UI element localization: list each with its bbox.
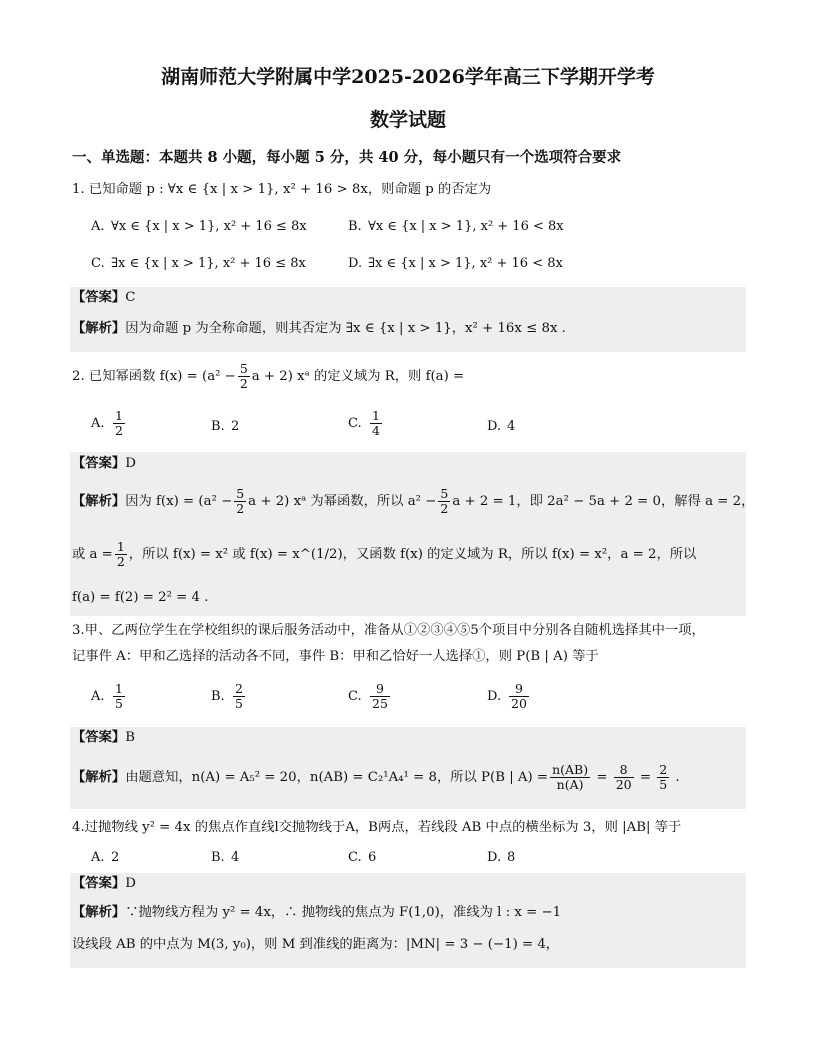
option-text: 6 [368,850,377,865]
denominator: 5 [659,777,668,792]
analysis-tag: 【解析】 [72,770,126,785]
analysis-tag: 【解析】 [72,494,126,509]
q1-analysis [72,320,566,338]
fraction [233,682,245,711]
denominator: 5 [235,696,243,711]
q3-option-d [487,682,531,711]
answer-value: B [125,730,135,745]
q4-option-a [91,849,119,867]
fraction [113,682,125,711]
numerator: 1 [372,408,380,423]
option-text: ∃x ∈ {x | x > 1}, x² + 16 < 8x [368,256,563,271]
option-letter: A. [91,850,105,865]
fraction [234,487,246,516]
q2-stem [72,362,464,392]
fraction [370,682,390,711]
option-text: ∀x ∈ {x | x > 1}, x² + 16 < 8x [368,219,564,234]
option-text: 8 [507,850,516,865]
answer-value: D [125,876,136,891]
option-letter: B. [348,219,362,234]
q1-option-c [91,255,306,273]
analysis-text: 因为命题 p 为全称命题，则其否定为 ∃x ∈ {x | x > 1}，x² + 16x ≤ 8x . [125,321,566,336]
denominator: 20 [511,696,527,711]
paper-subtitle: 数学试题 [369,109,446,131]
q2-analysis-line3: f(a) = f(2) = 2² = 4 . [72,590,209,605]
numerator: 9 [370,682,390,697]
fraction [113,409,125,438]
option-letter: C. [348,689,362,704]
numerator: 2 [659,762,668,777]
q3-option-c [348,682,392,711]
analysis-text: 由题意知，n(A) = A₅² = 20，n(AB) = C₂¹A₄¹ = 8，所以 P(B | A) = [125,770,549,785]
option-letter: C. [91,256,105,271]
q4-answer [72,875,136,893]
analysis-tag: 【解析】 [72,321,126,336]
numerator: 2 [235,681,243,696]
q4-option-d [487,849,515,867]
denominator: 2 [115,423,123,438]
option-letter: B. [211,419,225,434]
fraction [550,763,590,792]
q2-analysis-line1 [72,487,754,517]
option-letter: D. [487,689,502,704]
q1-option-d [348,255,563,273]
option-letter: C. [348,850,362,865]
option-letter: B. [211,689,225,704]
analysis-text: 或 a = [72,547,113,562]
option-letter: D. [348,256,363,271]
q2-option-b [211,418,239,436]
analysis-text: a + 2) xᵃ 为幂函数，所以 a² − [248,494,437,509]
fraction [238,362,250,391]
fraction [509,682,529,711]
fraction [657,763,669,792]
numerator: 8 [614,763,634,778]
stem-part: a + 2) xᵃ 的定义域为 R，则 f(a) = [251,369,465,384]
denominator: 2 [116,554,125,569]
q3-option-b [211,682,247,711]
section-heading: 一、单选题：本题共 8 小题，每小题 5 分，共 40 分，每小题只有一个选项符合要求 [72,149,622,166]
q4-analysis-line2: 设线段 AB 的中点为 M(3, y₀)，则 M 到准线的距离为：|MN| = 3 − (−1) = 4， [72,937,560,952]
option-text: 2 [111,850,120,865]
denominator: 5 [115,696,123,711]
denominator: 2 [236,501,245,516]
numerator: 1 [115,408,123,423]
fraction [370,409,382,438]
q4-option-c [348,849,376,867]
option-letter: A. [91,416,105,431]
answer-tag: 【答案】 [72,456,126,471]
q3-stem-line1: 3.甲、乙两位学生在学校组织的课后服务活动中，准备从①②③④⑤5个项目中分别各自随机选择其中一项， [72,623,705,638]
option-text: 4 [231,850,240,865]
paper-title: 湖南师范大学附属中学2025-2026学年高三下学期开学考 [161,66,655,88]
q3-option-a [91,682,127,711]
analysis-tag: 【解析】 [72,905,126,920]
denominator: 2 [239,376,248,391]
option-text: ∃x ∈ {x | x > 1}, x² + 16 ≤ 8x [111,256,306,271]
option-letter: A. [91,219,105,234]
numerator: 9 [509,682,529,697]
stem-part: 2. 已知幂函数 f(x) = (a² − [72,369,236,384]
option-letter: A. [91,689,105,704]
q4-stem: 4.过抛物线 y² = 4x 的焦点作直线l交抛物线于A，B两点，若线段 AB 中点的横坐标为 3，则 |AB| 等于 [72,820,682,835]
q2-analysis-line2 [72,540,696,570]
answer-tag: 【答案】 [72,290,126,305]
q1-stem: 1. 已知命题 p : ∀x ∈ {x | x > 1}, x² + 16 > 8x，则命题 p 的否定为 [72,182,492,197]
option-letter: D. [487,850,502,865]
analysis-text: ∵抛物线方程为 y² = 4x，∴ 抛物线的焦点为 F(1,0)，准线为 l : x = −1 [125,905,562,920]
answer-value: D [125,456,136,471]
q4-analysis-line1 [72,904,561,922]
analysis-text: a + 2 = 1，即 2a² − 5a + 2 = 0，解得 a = 2， [452,494,755,509]
denominator: n(A) [556,777,584,792]
option-letter: B. [211,850,225,865]
q2-answer [72,455,136,473]
q1-option-a [91,218,307,236]
numerator: 1 [115,681,123,696]
q2-option-a [91,409,127,438]
answer-tag: 【答案】 [72,730,126,745]
option-text: ∀x ∈ {x | x > 1}, x² + 16 ≤ 8x [111,219,307,234]
fraction [115,540,127,569]
numerator: n(AB) [552,762,589,777]
analysis-text: 因为 f(x) = (a² − [125,494,233,509]
denominator: 20 [615,777,632,792]
fraction [438,487,450,516]
fraction [614,763,634,792]
denominator: 2 [440,501,449,516]
q2-option-c [348,409,384,438]
denominator: 4 [372,423,380,438]
numerator: 5 [440,486,449,501]
q2-option-d [487,418,515,436]
numerator: 1 [116,539,125,554]
numerator: 5 [236,486,245,501]
q1-answer [72,289,135,307]
option-text: 2 [231,419,240,434]
option-letter: C. [348,416,362,431]
q4-option-b [211,849,239,867]
q3-stem-line2: 记事件 A：甲和乙选择的活动各不同，事件 B：甲和乙恰好一人选择①，则 P(B | A) 等于 [72,649,599,664]
answer-tag: 【答案】 [72,876,126,891]
analysis-text: ，所以 f(x) = x² 或 f(x) = x^(1/2)，又函数 f(x) 的定义域为 R，所以 f(x) = x²，a = 2，所以 [128,547,697,562]
numerator: 5 [239,361,248,376]
option-text: 4 [507,419,516,434]
option-letter: D. [487,419,502,434]
denominator: 25 [372,696,388,711]
q3-analysis: 【解析】由题意知，n(A) = A₅² = 20，n(AB) = C₂¹A₄¹ = 8，所以 P(B | A) = $\frac{n(AB)}{n(A)}$ = $\frac{8}{20}$ = $\frac{2}{5}$ . [72,762,680,792]
q1-option-b [348,218,564,236]
q3-answer [72,729,135,747]
answer-value: C [125,290,136,305]
